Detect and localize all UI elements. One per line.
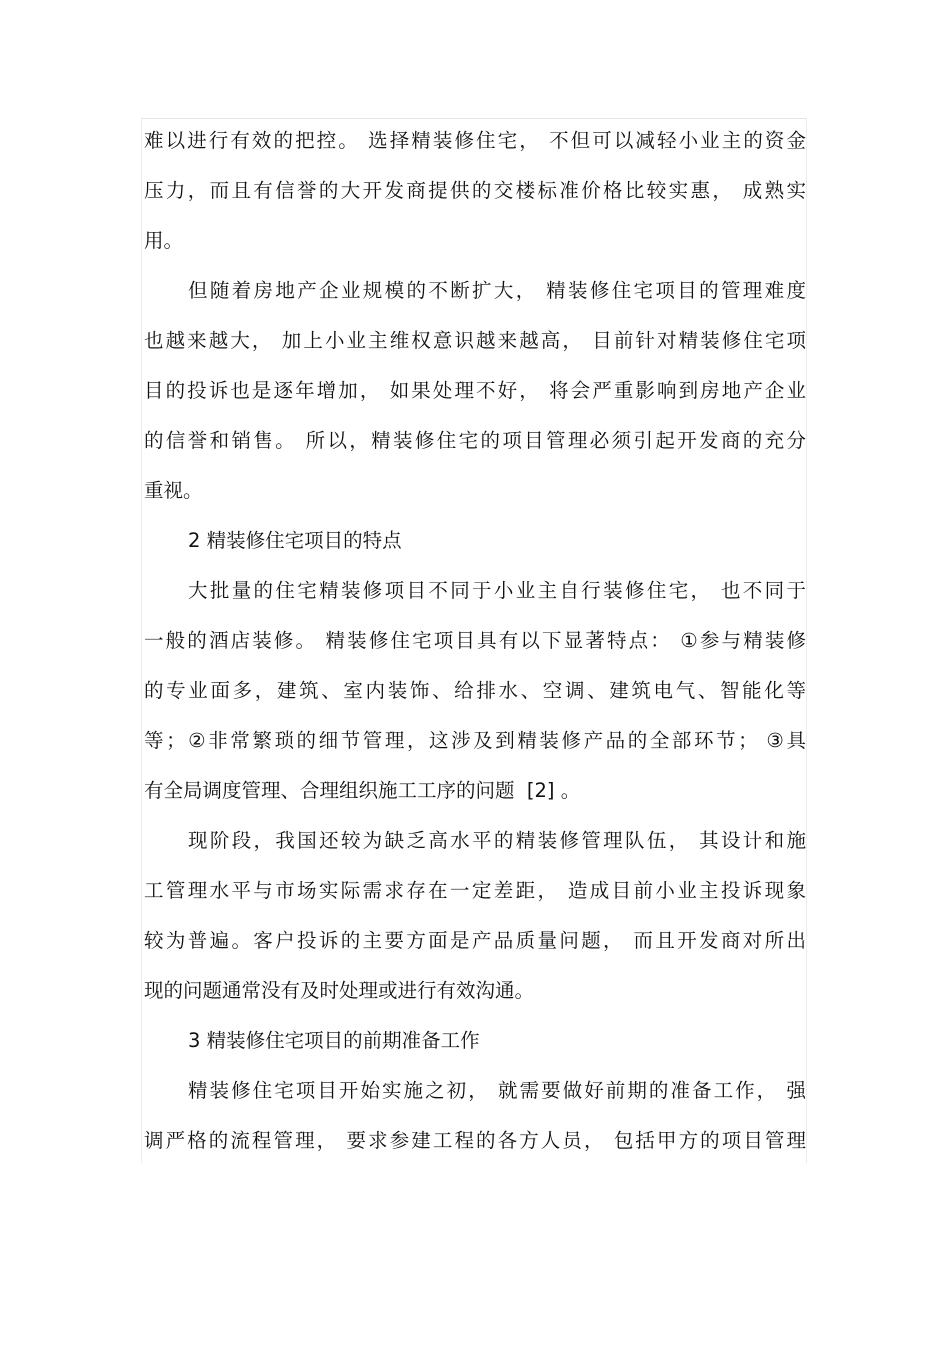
paragraph-line: 现的问题通常没有及时处理或进行有效沟通。 bbox=[144, 979, 535, 1002]
paragraph-line: 较为普遍。客户投诉的主要方面是产品质量问题， 而且开发商对所出 bbox=[144, 929, 806, 952]
paragraph-line: 也越来越大， 加上小业主维权意识越来越高， 目前针对精装修住宅项 bbox=[144, 329, 806, 352]
paragraph-line: 等；②非常繁琐的细节管理，这涉及到精装修产品的全部环节； ③具 bbox=[144, 729, 806, 752]
paragraph-line: 调严格的流程管理， 要求参建工程的各方人员， 包括甲方的项目管理 bbox=[144, 1129, 806, 1152]
paragraph-line: 的专业面多，建筑、室内装饰、给排水、空调、建筑电气、智能化等 bbox=[144, 679, 806, 702]
paragraph-line: 精装修住宅项目开始实施之初， 就需要做好前期的准备工作， 强 bbox=[188, 1079, 806, 1102]
paragraph-line: 大批量的住宅精装修项目不同于小业主自行装修住宅， 也不同于 bbox=[188, 579, 806, 602]
paragraph-line: 的信誉和销售。 所以，精装修住宅的项目管理必须引起开发商的充分 bbox=[144, 429, 806, 452]
paragraph-line: 压力，而且有信誉的大开发商提供的交楼标准价格比较实惠， 成熟实 bbox=[144, 179, 806, 202]
paragraph-line: 一般的酒店装修。 精装修住宅项目具有以下显著特点： ①参与精装修 bbox=[144, 629, 806, 652]
paragraph-line: 重视。 bbox=[144, 479, 203, 502]
paragraph-line: 用。 bbox=[144, 229, 184, 252]
paragraph-line: 但随着房地产企业规模的不断扩大， 精装修住宅项目的管理难度 bbox=[188, 279, 806, 302]
paragraph-line: 有全局调度管理、合理组织施工工序的问题 [2] 。 bbox=[144, 779, 581, 802]
paragraph-line: 难以进行有效的把控。 选择精装修住宅， 不但可以减轻小业主的资金 bbox=[144, 129, 806, 152]
paragraph-line: 现阶段，我国还较为缺乏高水平的精装修管理队伍， 其设计和施 bbox=[188, 829, 806, 852]
paragraph-line: 目的投诉也是逐年增加， 如果处理不好， 将会严重影响到房地产企业 bbox=[144, 379, 806, 402]
section-heading: 3 精装修住宅项目的前期准备工作 bbox=[188, 1029, 480, 1052]
paragraph-line: 工管理水平与市场实际需求存在一定差距， 造成目前小业主投诉现象 bbox=[144, 879, 806, 902]
section-heading: 2 精装修住宅项目的特点 bbox=[188, 529, 402, 552]
